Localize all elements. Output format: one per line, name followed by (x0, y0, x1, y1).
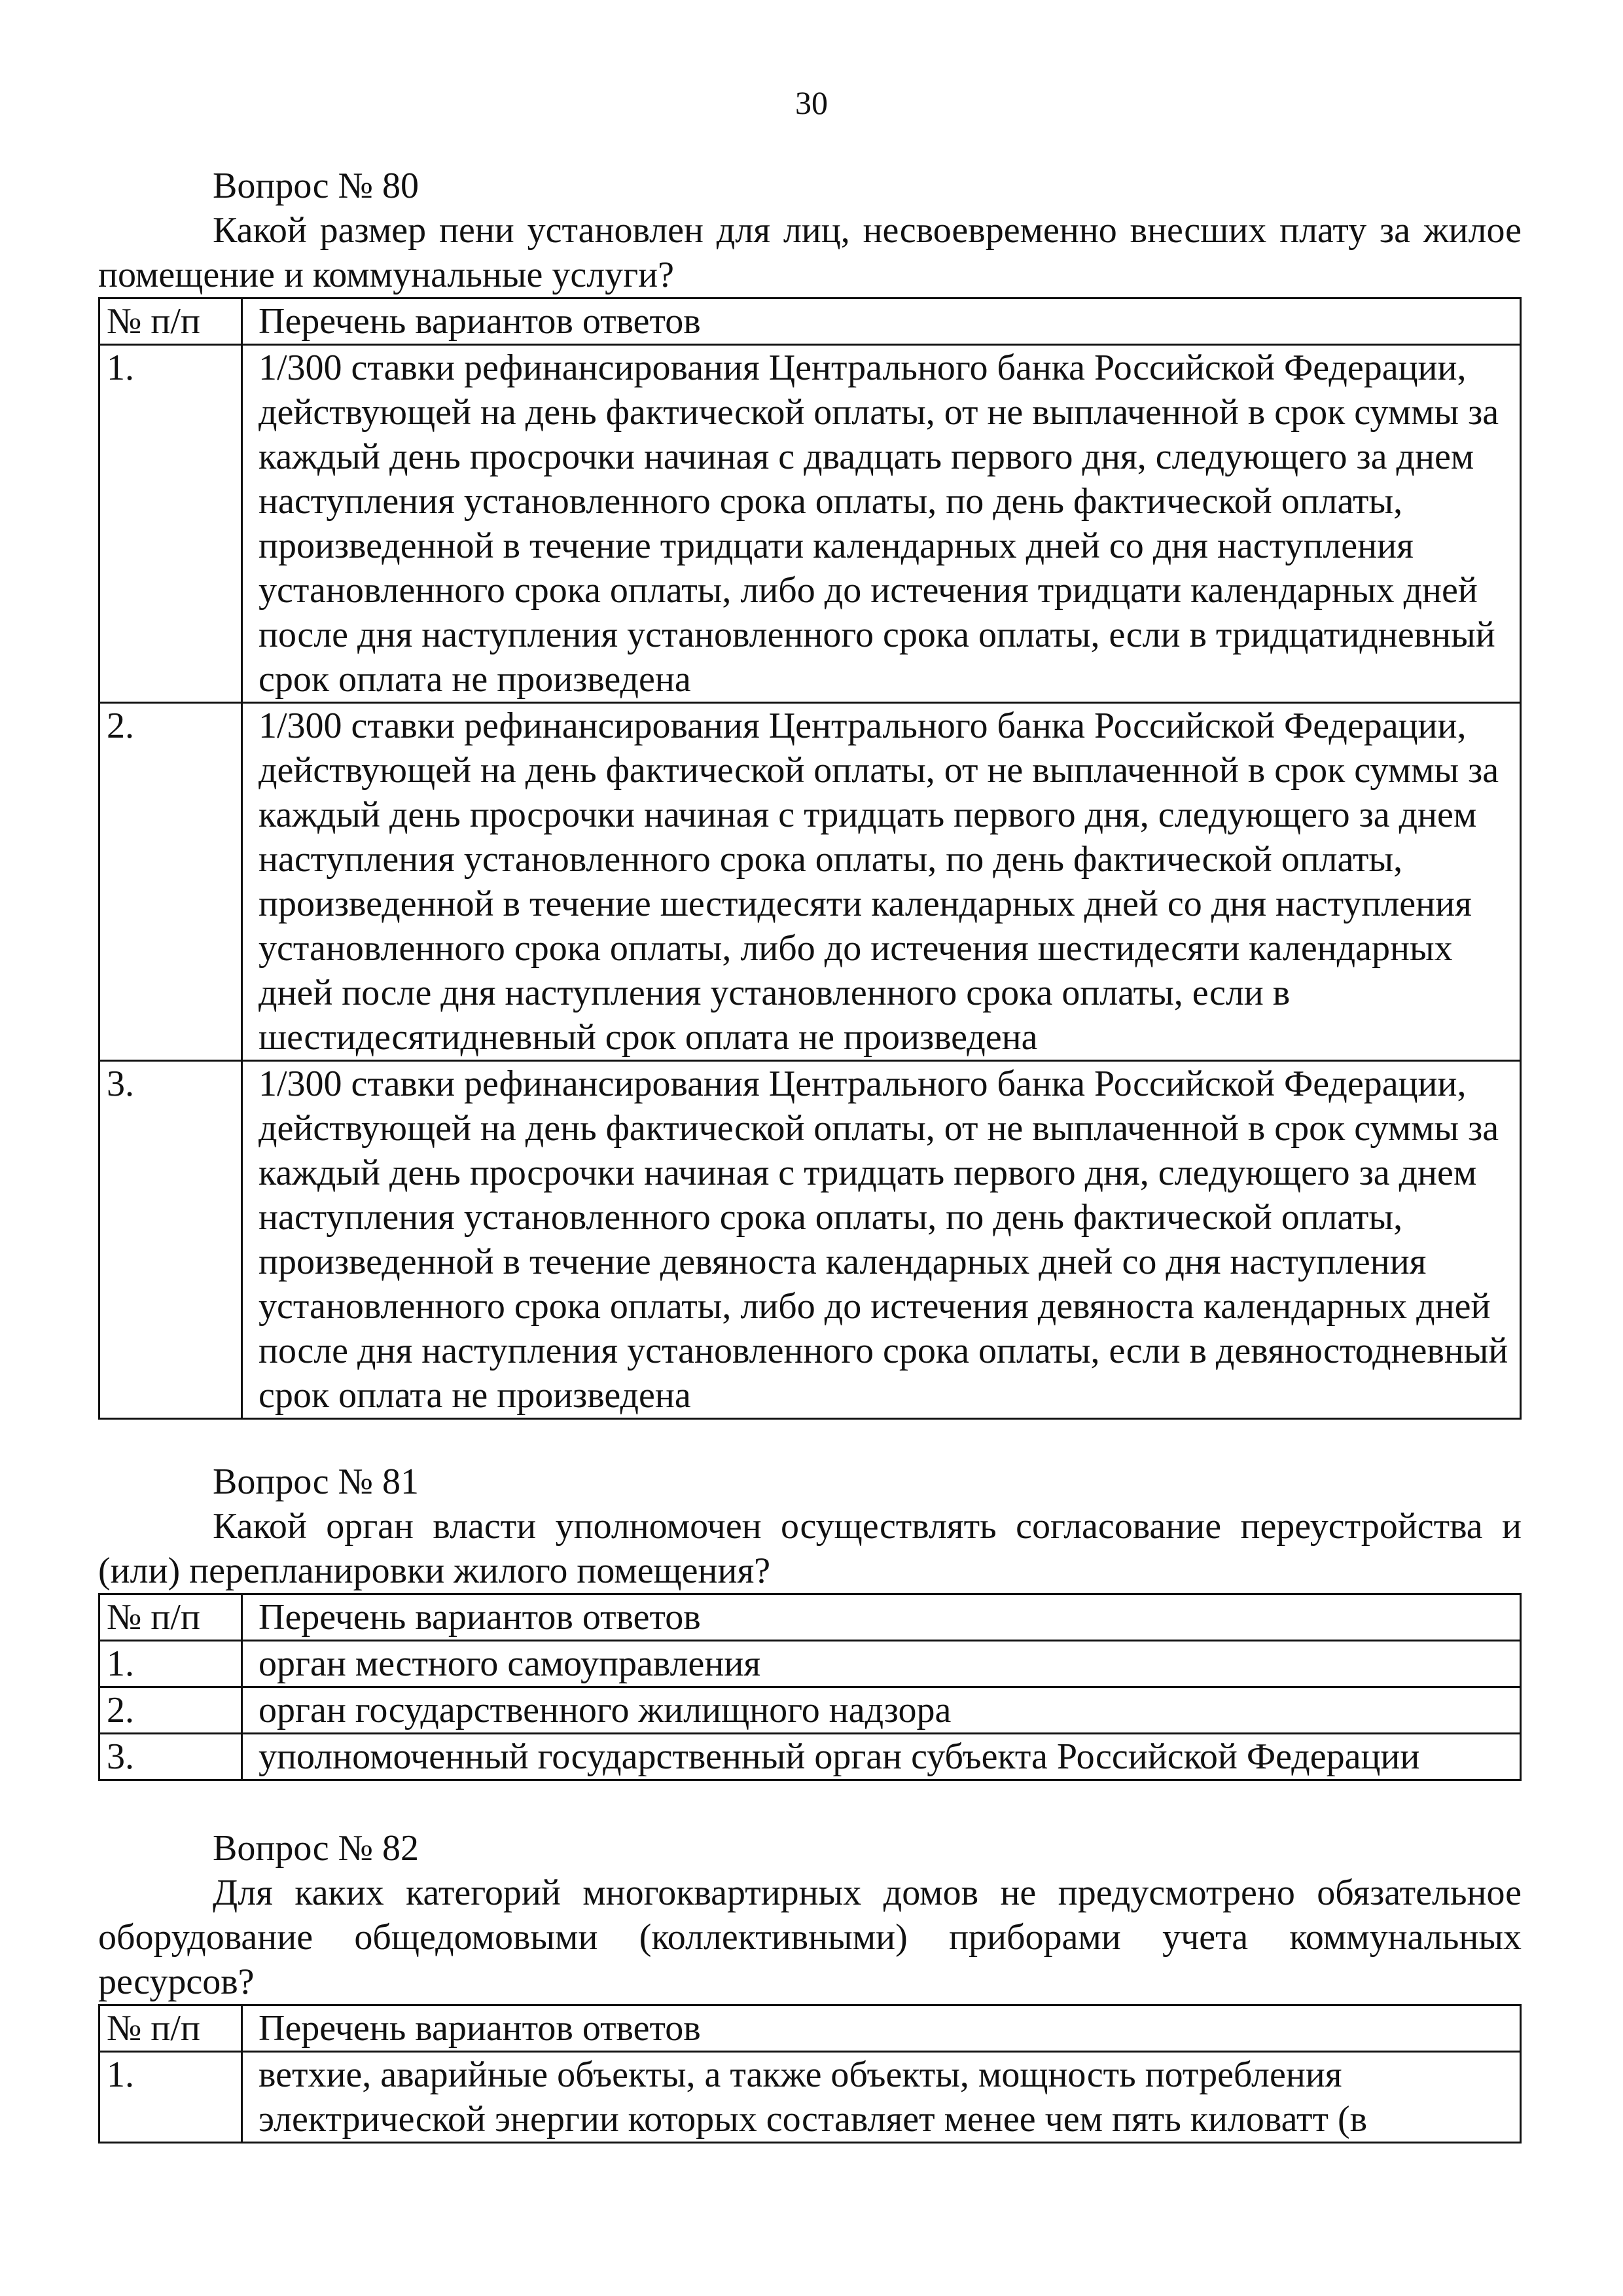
answers-table (98, 2004, 1522, 2144)
page-number: 30 (795, 84, 828, 121)
header-num: № п/п (99, 1594, 242, 1641)
answer-num: 2. (99, 1687, 242, 1734)
table-row (99, 703, 1521, 1061)
table-header-row (99, 298, 1521, 345)
answer-num: 1. (99, 1641, 242, 1687)
answers-table (98, 297, 1522, 1420)
answer-num: 3. (99, 1061, 242, 1419)
table-header-row (99, 2005, 1521, 2052)
table-row (99, 1687, 1521, 1734)
answer-text: 1/300 ставки рефинансирования Центрального банка Российской Федерации, действующей на день фактической оплаты, от не выплаченной в срок суммы за каждый день просрочки начиная с двадцать первого дня, следующего за днем наступления установленного срока оплаты, по день фактической оплаты, произведенной в течение тридцати календарных дней со дня наступления установленного срока оплаты, либо до истечения тридцати календарных дней после дня наступления установленного срока оплаты, если в тридцатидневный срок оплата не произведена (242, 345, 1521, 703)
answer-num: 3. (99, 1734, 242, 1780)
answer-text: 1/300 ставки рефинансирования Центрального банка Российской Федерации, действующей на день фактической оплаты, от не выплаченной в срок суммы за каждый день просрочки начиная с тридцать первого дня, следующего за днем наступления установленного срока оплаты, по день фактической оплаты, произведенной в течение девяноста календарных дней со дня наступления установленного срока оплаты, либо до истечения девяноста календарных дней после дня наступления установленного срока оплаты, если в девяностодневный срок оплата не произведена (242, 1061, 1521, 1419)
table-row (99, 1641, 1521, 1687)
answer-num: 1. (99, 2052, 242, 2143)
answer-num: 2. (99, 703, 242, 1061)
header-list: Перечень вариантов ответов (242, 2005, 1521, 2052)
header-list: Перечень вариантов ответов (242, 1594, 1521, 1641)
header-num: № п/п (99, 298, 242, 345)
table-row (99, 345, 1521, 703)
question-text: Какой орган власти уполномочен осуществлять согласование переустройства и (или) перепланировки жилого помещения? (98, 1506, 1522, 1591)
table-row (99, 1061, 1521, 1419)
question-text: Для каких категорий многоквартирных домов не предусмотрено обязательное оборудование общедомовыми (коллективными) приборами учета коммунальных ресурсов? (98, 1873, 1522, 2002)
answer-text: уполномоченный государственный орган субъекта Российской Федерации (242, 1734, 1521, 1780)
header-num: № п/п (99, 2005, 242, 2052)
answer-text: 1/300 ставки рефинансирования Центрального банка Российской Федерации, действующей на день фактической оплаты, от не выплаченной в срок суммы за каждый день просрочки начиная с тридцать первого дня, следующего за днем наступления установленного срока оплаты, по день фактической оплаты, произведенной в течение шестидесяти календарных дней со дня наступления установленного срока оплаты, либо до истечения шестидесяти календарных дней после дня наступления установленного срока оплаты, если в шестидесятидневный срок оплата не произведена (242, 703, 1521, 1061)
header-list: Перечень вариантов ответов (242, 298, 1521, 345)
answers-table (98, 1593, 1522, 1781)
question-title: Вопрос № 81 (213, 1462, 419, 1502)
answer-text: ветхие, аварийные объекты, а также объекты, мощность потребления электрической энергии которых составляет менее чем пять киловатт (в (242, 2052, 1521, 2143)
question-text: Какой размер пени установлен для лиц, несвоевременно внесших плату за жилое помещение и коммунальные услуги? (98, 210, 1522, 295)
table-row (99, 2052, 1521, 2143)
answer-text: орган местного самоуправления (242, 1641, 1521, 1687)
answer-text: орган государственного жилищного надзора (242, 1687, 1521, 1734)
table-header-row (99, 1594, 1521, 1641)
question-title: Вопрос № 82 (213, 1828, 419, 1869)
table-row (99, 1734, 1521, 1780)
answer-num: 1. (99, 345, 242, 703)
question-80 (98, 164, 1522, 1420)
question-81 (98, 1460, 1522, 1781)
question-title: Вопрос № 80 (213, 166, 419, 206)
question-82 (98, 1826, 1522, 2144)
